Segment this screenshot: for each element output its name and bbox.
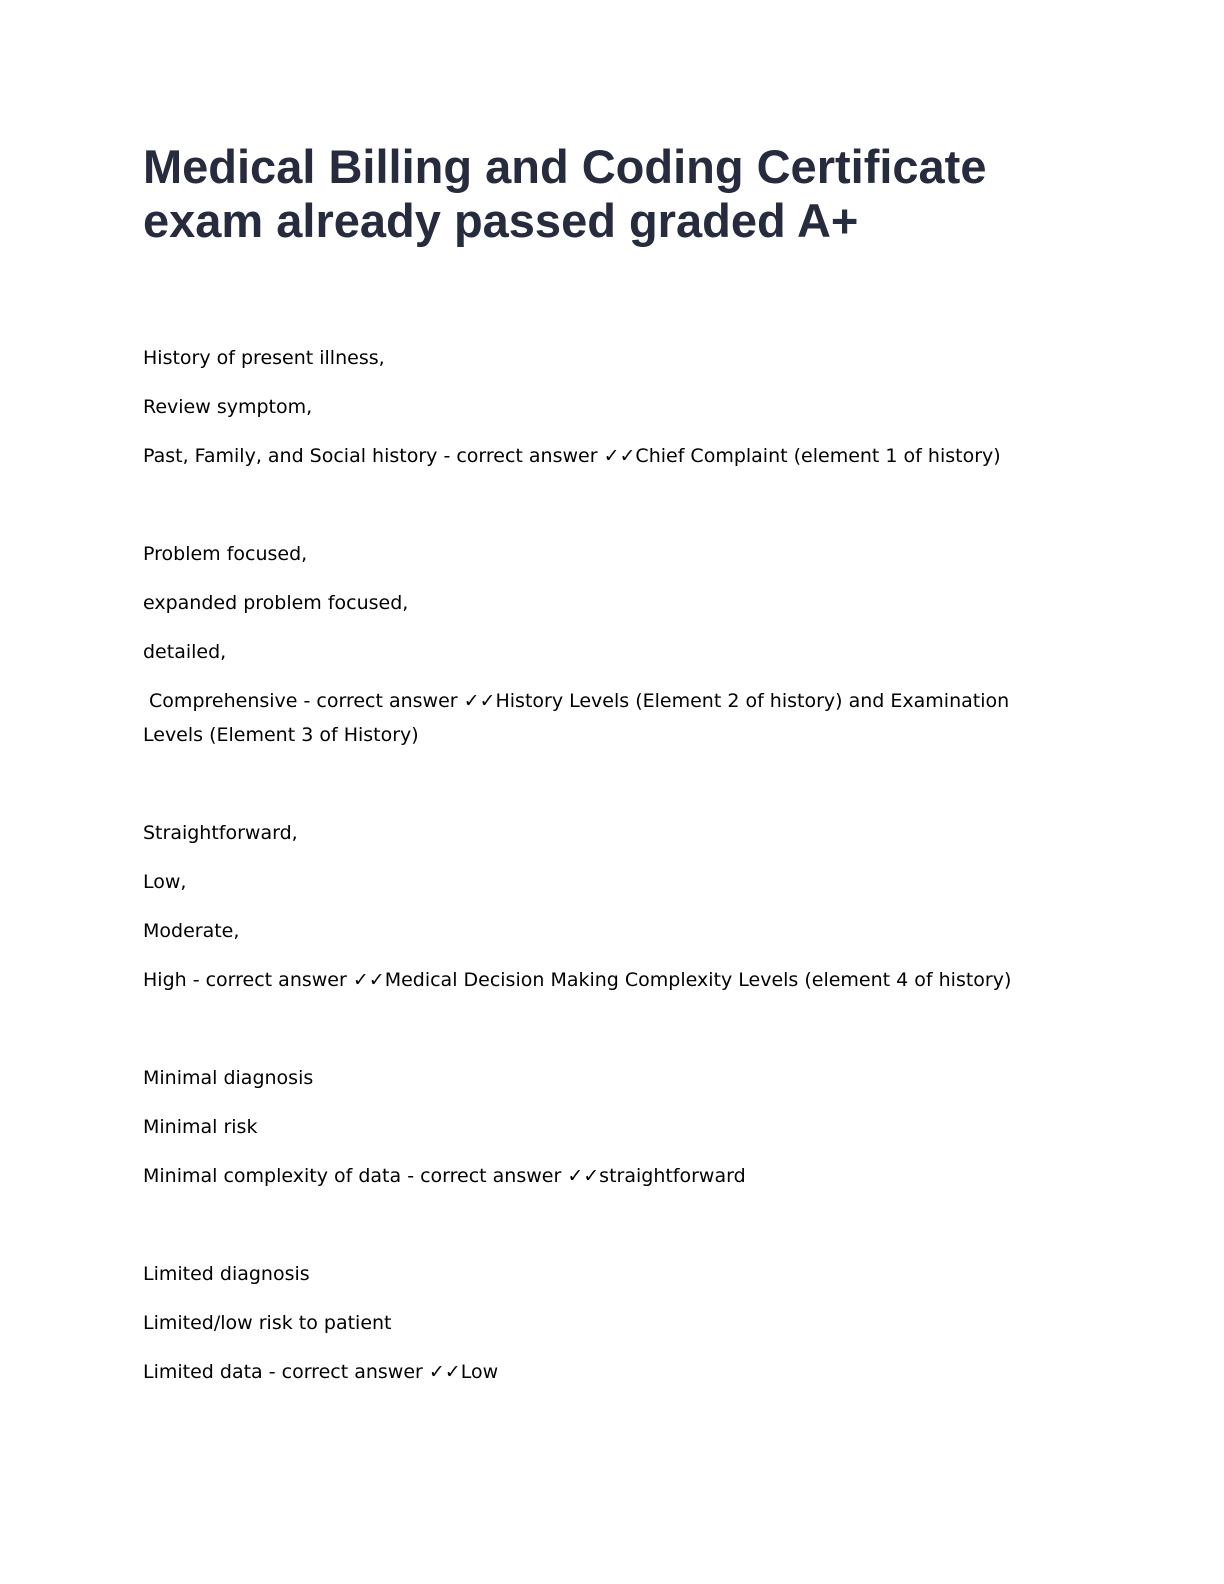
prompt-line: detailed, [143,641,227,663]
correct-answer-separator: - correct answer [297,690,464,712]
last-prompt: Minimal complexity of data [143,1165,402,1187]
double-check-icon: ✓✓ [567,1165,600,1187]
correct-answer-separator: - correct answer [262,1361,429,1383]
prompt-line: Limited diagnosis [143,1263,310,1285]
double-check-icon: ✓✓ [352,969,385,991]
qa-list [143,341,1043,1389]
prompt-line: Review symptom, [143,396,313,418]
double-check-icon: ✓✓ [428,1361,461,1383]
answer-text: Medical Decision Making Complexity Levels (element 4 of history) [384,969,1012,991]
prompt-line: Straightforward, [143,822,298,844]
document-title [143,140,1043,248]
last-prompt: Limited data [143,1361,263,1383]
answer-line [143,439,1043,473]
qa-block [143,537,1043,752]
prompt-line: Moderate, [143,920,240,942]
answer-line [143,1355,1043,1389]
prompt-line: Low, [143,871,187,893]
correct-answer-separator: - correct answer [186,969,353,991]
last-prompt: Past, Family, and Social history [143,445,438,467]
qa-block [143,1257,1043,1389]
last-prompt: High [143,969,187,991]
last-prompt: Comprehensive [143,690,298,712]
correct-answer-separator: - correct answer [437,445,604,467]
correct-answer-separator: - correct answer [401,1165,568,1187]
qa-block [143,1061,1043,1193]
document-page [143,140,1043,1389]
qa-block [143,341,1043,473]
double-check-icon: ✓✓ [603,445,636,467]
prompt-line: expanded problem focused, [143,592,409,614]
title-line-2: exam already passed graded A+ [143,194,859,247]
answer-text: History Levels (Element 2 of history) and Examination Levels (Element 3 of History) [143,690,1010,746]
qa-block [143,816,1043,997]
answer-text: Low [460,1361,499,1383]
prompt-line: History of present illness, [143,347,385,369]
prompt-line: Limited/low risk to patient [143,1312,392,1334]
prompt-line: Minimal risk [143,1116,258,1138]
answer-line [143,963,1043,997]
answer-line [143,684,1043,752]
answer-text: straightforward [599,1165,746,1187]
prompt-line: Minimal diagnosis [143,1067,314,1089]
answer-line [143,1159,1043,1193]
title-line-1: Medical Billing and Coding Certificate [143,140,987,193]
prompt-line: Problem focused, [143,543,308,565]
answer-text: Chief Complaint (element 1 of history) [635,445,1001,467]
double-check-icon: ✓✓ [463,690,496,712]
